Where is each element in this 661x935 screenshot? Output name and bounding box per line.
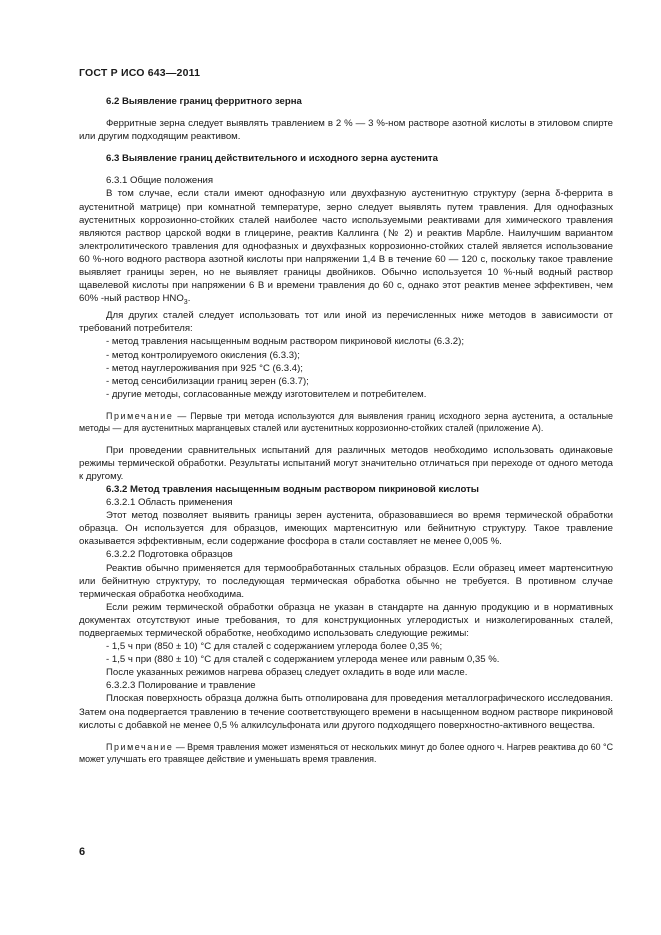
section-6-3-2-3-text: Плоская поверхность образца должна быть отполирована для проведения металлографического исследования. Затем она подвергается травлению в течение соответствующего времени в насыщенном водном растворе пикриновой кислоты с добавкой не менее 0,5 % алкилсульфоната или другого подходящего поверхностно-активного вещества. xyxy=(79,693,613,731)
section-6-3-2-title: 6.3.2 Метод травления насыщенным водным раствором пикриновой кислоты xyxy=(106,483,480,495)
note-2 xyxy=(79,741,613,766)
subscript: 3 xyxy=(183,299,188,307)
section-6-3-2-2-title: 6.3.2.2 Подготовка образцов xyxy=(106,549,233,561)
section-6-3-1-paragraph-2: Для других сталей следует использовать тот или иной из перечисленных ниже методов в зависимости от требований потребителя: xyxy=(79,310,613,335)
note-1-text: — Первые три метода используются для выявления границ исходного зерна аустенита, а остальные методы — для аустенитных марганцевых сталей или аустенитных коррозионно-стойких сталей (приложение А). xyxy=(79,410,613,434)
section-6-3-1-title: 6.3.1 Общие положения xyxy=(106,175,214,187)
note-2-text: — Время травления может изменяться от нескольких минут до более одного ч. Нагрев реактива до 60 °С может улучшать его травящее действие и уменьшать время травления. xyxy=(79,741,614,765)
note-label: Примечание xyxy=(106,741,174,752)
mode-item: - 1,5 ч при (850 ± 10) °С для сталей с содержанием углерода более 0,35 %; xyxy=(106,641,443,653)
method-item: - метод контролируемого окисления (6.3.3); xyxy=(106,349,300,361)
section-6-3-title: 6.3 Выявление границ действительного и исходного зерна аустенита xyxy=(106,153,438,165)
section-6-2-text: Ферритные зерна следует выявлять травлением в 2 % — 3 %-ном растворе азотной кислоты в этиловом спирте или другим подходящим реактивом. xyxy=(79,118,613,143)
page-number: 6 xyxy=(79,846,86,858)
paragraph-end: . xyxy=(187,293,191,305)
section-6-3-2-2-paragraph-1: Реактив обычно применяется для термообработанных стальных образцов. Если образец имеет мартенситную или бейнитную структуру, то последующая термическая обработка обычно не требуется. В противном случае термическая обработка необходима. xyxy=(79,562,613,600)
method-item: - метод сенсибилизации границ зерен (6.3.7); xyxy=(106,375,309,387)
section-6-3-1-paragraph-1 xyxy=(79,187,613,309)
section-6-3-2-1-text: Этот метод позволяет выявить границы зерен аустенита, образовавшиеся во время термической обработки образца. Он используется для образцов, имеющих мартенситную или бейнитную структуру. Такое травление оказывается эффективным, если содержание фосфора в стали составляет не менее 0,005 %. xyxy=(79,510,613,548)
mode-item: - 1,5 ч при (880 ± 10) °С для сталей с содержанием углерода менее или равным 0,35 %. xyxy=(106,654,500,666)
paragraph-text: В том случае, если стали имеют однофазную или двухфазную аустенитную структуру (зерна δ-феррита в аустенитной матрице) при комнатной температуре, зерно следует выявлять путем травления. Для однофазных аустенитных коррозионно-стойких сталей наиболее часто используемыми реактивами для химического травления являются раствор царской водки в глицерине, реактив Каллинга (№ 2) и реактив Марбле. Наилучшим вариантом электролитического травления для однофазных и двухфазных коррозионно-стойких сталей является использование 60 %-ного водного раствора азотной кислоты при напряжении 1,4 В в течение 60 — 120 с, поскольку такое травление выявляет границы зерен, но не выявляет границы двойников. Обычно используется 10 %-ный водный раствор щавелевой кислоты при напряжении 6 В и времени травления до 60 с, однако этот реактив менее эффективен, чем 60% -ный раствор HNO xyxy=(79,188,613,305)
method-item: - метод травления насыщенным водным раствором пикриновой кислоты (6.3.2); xyxy=(106,336,464,348)
section-6-3-2-1-title: 6.3.2.1 Область применения xyxy=(106,497,233,509)
method-item: - метод науглероживания при 925 °С (6.3.4); xyxy=(106,362,303,374)
section-6-3-2-3-title: 6.3.2.3 Полирование и травление xyxy=(106,680,256,692)
section-6-3-2-2-paragraph-3: После указанных режимов нагрева образец следует охладить в воде или масле. xyxy=(106,667,468,679)
note-label: Примечание xyxy=(106,410,174,421)
section-6-3-2-2-paragraph-2: Если режим термической обработки образца не указан в стандарте на данную продукцию и в нормативных документах отсутствуют иные требования, то для конструкционных углеродистых и низколегированных сталей, подвергаемых термической обработке, необходимо использовать следующие режимы: xyxy=(79,601,613,639)
section-6-3-1-paragraph-3: При проведении сравнительных испытаний для различных методов необходимо использовать одинаковые режимы термической обработки. Результаты испытаний могут значительно отличаться при переходе от одного метода к другому. xyxy=(79,444,613,482)
document-body xyxy=(79,95,613,766)
method-item: - другие методы, согласованные между изготовителем и потребителем. xyxy=(106,388,427,400)
document-header: ГОСТ Р ИСО 643—2011 xyxy=(79,67,201,79)
section-6-2-title: 6.2 Выявление границ ферритного зерна xyxy=(106,96,302,107)
note-1 xyxy=(79,410,613,435)
